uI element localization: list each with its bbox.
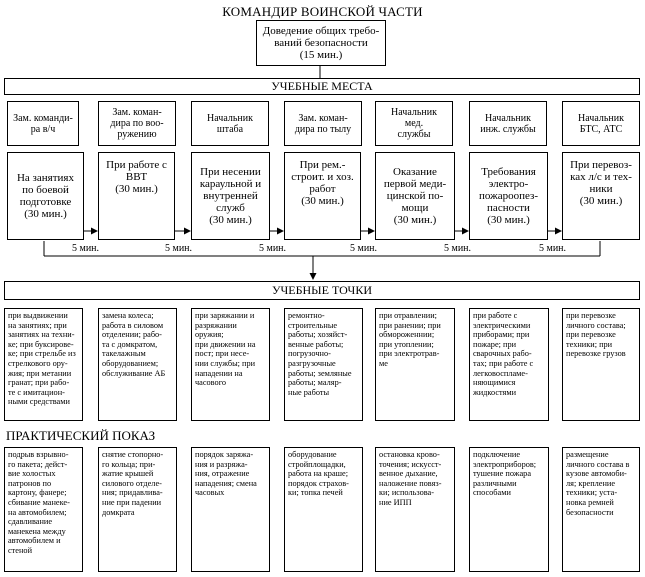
topic-box: Оказание первой меди- цинской по- мощи (30 мин.)	[375, 152, 455, 240]
points-cell: при перевозке личного состава; при перевозке техники; при перевозке грузов	[562, 308, 640, 421]
points-cell: при работе с электрическими приборами; при пожаре; при сварочных рабо- тах; при работе с легковоспламе- няющимися жидкостями	[469, 308, 549, 421]
topic-box: При перевоз- ках л/с и тех- ники (30 мин.)	[562, 152, 640, 240]
demo-cell: подключение электроприборов; тушение пожара различными способами	[469, 447, 549, 572]
diagram-title: КОМАНДИР ВОИНСКОЙ ЧАСТИ	[222, 4, 423, 19]
topic-box: Требования электро- пожароопез- пасности (30 мин.)	[469, 152, 548, 240]
points-cell: замена колеса; работа в силовом отделении; рабо- та с домкратом, такелажным оборудованием; обслуживание АБ	[98, 308, 177, 421]
points-cell: при заряжании и разряжании оружия; при движении на пост; при несе- нии службы; при нападении на часового	[191, 308, 270, 421]
points-cell: при отравлении; при ранении; при обмороженнии; при утоплении; при электротрав- ме	[375, 308, 455, 421]
demo-cell: подрыв взрывно- го пакета; дейст- вие холостых патронов по картону, фанере; сбивание манеке- на автомобилем; сдавливание манекена между автомобилем и стеной	[4, 447, 83, 572]
practical-demo-label: ПРАКТИЧЕСКИЙ ПОКАЗ	[6, 428, 156, 443]
official-box: Начальник инж. службы	[469, 101, 547, 146]
training-points-label: УЧЕБНЫЕ ТОЧКИ	[272, 283, 372, 297]
demo-cell: снятие стопорно- го кольца; при- жатие крышей силового отделе- ния; придавлива- ние при падении домкрата	[98, 447, 177, 572]
topic-box: При работе с ВВТ (30 мин.)	[98, 152, 175, 240]
demo-cell: порядок заряжа- ния и разряжа- ния, отражение нападения; смена часовых	[191, 447, 270, 572]
demo-cell: размещение личного состава в кузове автомоби- ля; крепление техники; уста- новка ремней безопасности	[562, 447, 640, 572]
training-places-band	[4, 78, 640, 95]
demo-cell: оборудование стройплощадки, работа на краше; порядок страхов- ки; топка печей	[284, 447, 363, 572]
duration-label: 5 мин.	[72, 243, 100, 254]
points-cell: ремонтно- строительные работы; хозяйст- венные работы; погрузочно- разгрузочные работы; земляные работы; маляр- ные работы	[284, 308, 363, 421]
official-box: Зам. команди- ра в/ч	[7, 101, 79, 146]
official-box: Начальник штаба	[191, 101, 269, 146]
training-points-band	[4, 281, 640, 300]
duration-label: 5 мин.	[350, 243, 378, 254]
duration-label: 5 мин.	[259, 243, 287, 254]
general-requirements-box: Доведение общих требо- ваний безопасности (15 мин.)	[256, 20, 386, 66]
duration-label: 5 мин.	[165, 243, 193, 254]
topic-box: При рем.- строит. и хоз. работ (30 мин.)	[284, 152, 361, 240]
training-places-label: УЧЕБНЫЕ МЕСТА	[271, 79, 373, 93]
official-box: Зам. коман- дира по воо- ружению	[98, 101, 176, 146]
topic-box: При несении караульной и внутренней служб (30 мин.)	[191, 152, 270, 240]
points-cell: при выдвижении на занятиях; при занятиях на техни- ке; при буксирове- ке; при стрельбе из стрелкового ору- жия; при метании гранат; при рабо- те с имитацион- ными средствами	[4, 308, 83, 421]
official-box: Зам. коман- дира по тылу	[284, 101, 362, 146]
official-box: Начальник мед. службы	[375, 101, 453, 146]
duration-label: 5 мин.	[444, 243, 472, 254]
official-box: Начальник БТС, АТС	[562, 101, 640, 146]
demo-cell: остановка крово- точения; искусст- венное дыхание, наложение повяз- ки; использова- ние ИПП	[375, 447, 455, 572]
duration-label: 5 мин.	[539, 243, 567, 254]
topic-box: На занятиях по боевой подготовке (30 мин.)	[7, 152, 84, 240]
